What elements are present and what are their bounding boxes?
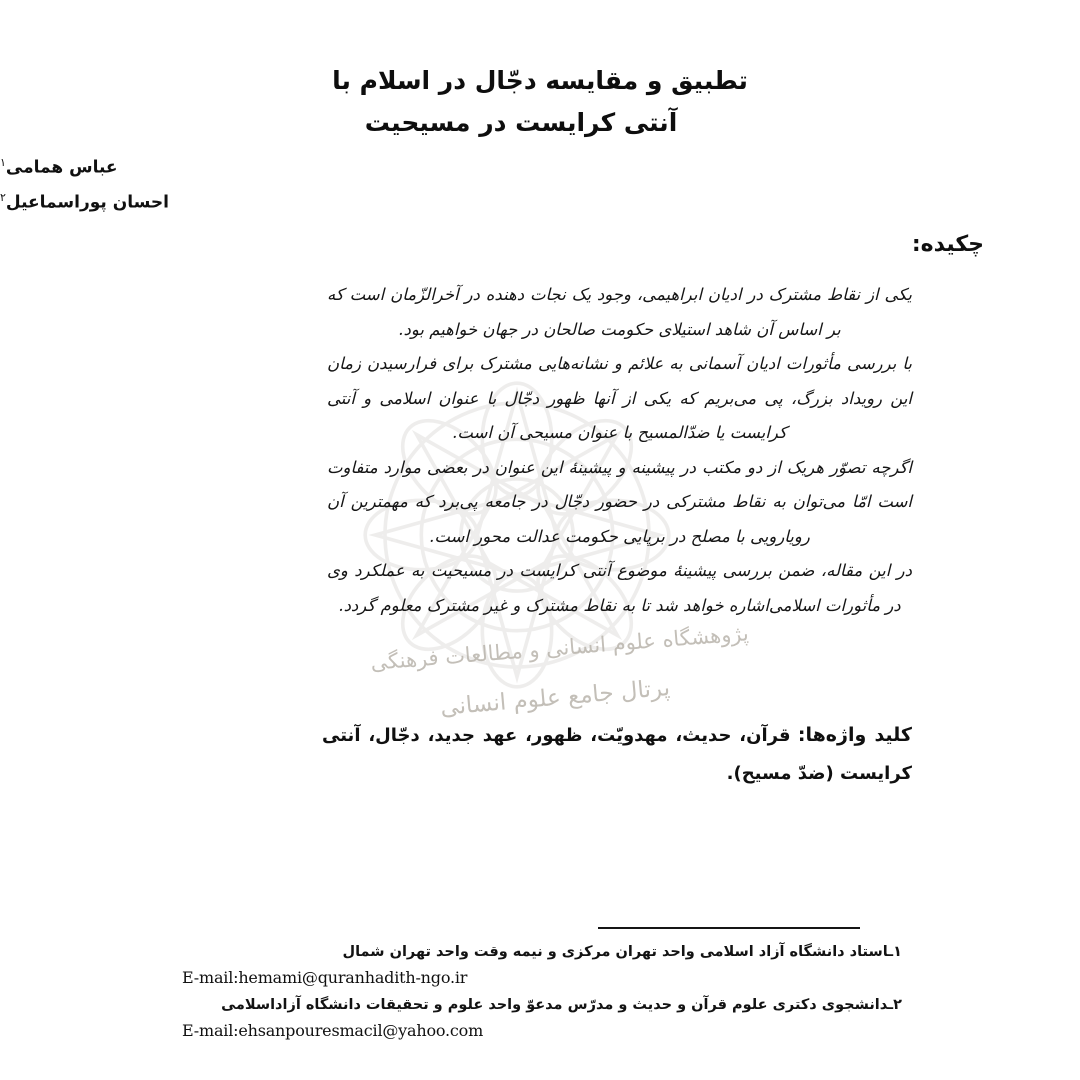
footnote-text-1 bbox=[182, 940, 902, 965]
footnote-email-1[interactable]: E-mail:hemami@quranhadith-ngo.ir bbox=[182, 968, 468, 987]
author-list bbox=[0, 148, 372, 217]
portal-watermark: پرتال جامع علوم انسانی bbox=[439, 675, 671, 721]
institution-watermark: پژوهشگاه علوم انسانی و مطالعات فرهنگی bbox=[369, 621, 750, 675]
footnote-email-2[interactable]: E-mail:ehsanpouresmacil@yahoo.com bbox=[182, 1021, 484, 1040]
footnote-item bbox=[182, 940, 902, 991]
footnote-affiliation: دانشجوی دکتری علوم قرآن و حدیث و مدرّس مدعوّ واحد علوم و تحقیقات دانشگاه آزاداسلامی bbox=[221, 997, 889, 1013]
keywords-label: کلید واژه‌ها: bbox=[797, 724, 912, 746]
author-footnote-marker: ۱ bbox=[0, 156, 6, 169]
footnote-text-2 bbox=[182, 993, 902, 1018]
page-title bbox=[0, 60, 1080, 144]
title-line-1: تطبیق و مقایسه دجّال در اسلام با bbox=[332, 66, 748, 95]
footnote-area bbox=[182, 940, 902, 1046]
footnote-item bbox=[182, 993, 902, 1044]
author-entry bbox=[0, 183, 372, 218]
author-name: احسان پوراسماعیل bbox=[5, 192, 169, 213]
abstract-paragraph: یکی از نقاط مشترک در ادیان ابراهیمی، وجود یک نجات دهنده در آخرالزّمان است که بر اساس آن شاهد استیلای حکومت صالحان در جهان خواهیم بود. bbox=[327, 285, 912, 339]
abstract-paragraph: با بررسی مأثورات ادیان آسمانی به علائم و نشانه‌هایی مشترک برای فرارسیدن زمان این رویداد بزرگ، پی می‌بریم که یکی از آنها ظهور دجّال با عنوان اسلامی و آنتی کرایست یا ضدّالمسیح با عنوان مسیحی آن است. bbox=[327, 354, 912, 442]
footnote-affiliation: استاد دانشگاه آزاد اسلامی واحد تهران مرکزی و نیمه وقت واحد تهران شمال bbox=[342, 944, 889, 960]
abstract-body bbox=[327, 278, 912, 623]
author-entry bbox=[0, 148, 372, 183]
footnote-marker: ۲ـ bbox=[888, 997, 902, 1013]
title-line-2: آنتی کرایست در مسیحیت bbox=[364, 108, 678, 137]
author-footnote-marker: ۲ bbox=[0, 190, 6, 204]
abstract-paragraph: در این مقاله، ضمن بررسی پیشینهٔ موضوع آنتی کرایست در مسیحیت به عملکرد وی در مأثورات اسلامی‌اشاره خواهد شد تا به نقاط مشترک و غیر مشترک معلوم گردد. bbox=[327, 561, 912, 615]
author-name: عباس همامی bbox=[5, 157, 118, 178]
abstract-heading: چکیده: bbox=[911, 232, 984, 257]
keywords-line bbox=[322, 716, 912, 793]
footnote-marker: ۱ـ bbox=[888, 944, 902, 960]
footnote-separator bbox=[598, 927, 860, 929]
abstract-paragraph: اگرچه تصوّر هریک از دو مکتب در پیشینه و پیشینهٔ این عنوان در بعضی موارد متفاوت است امّا می‌توان به نقاط مشترکی در حضور دجّال در جامعه پی‌برد که مهمترین آن رویارویی با مصلح در برپایی حکومت عدالت محور است. bbox=[327, 457, 912, 546]
keywords-values: قرآن، حدیث، مهدویّت، ظهور، عهد جدید، دجّال، آنتی کرایست (ضدّ مسیح). bbox=[322, 725, 912, 784]
